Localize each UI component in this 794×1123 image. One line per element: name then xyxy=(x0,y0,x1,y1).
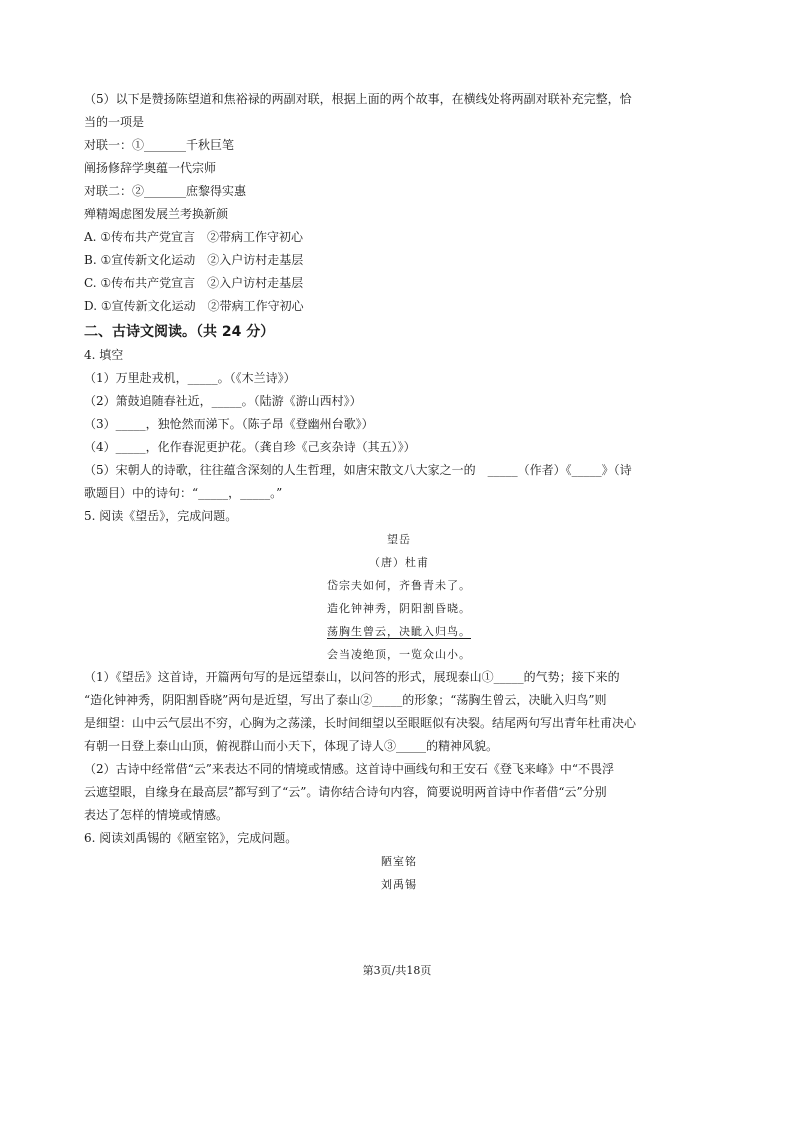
q4-item3: （3）_____，独怆然而涕下。（陈子昂《登幽州台歌》） xyxy=(84,417,374,431)
poem-title: 望岳 xyxy=(387,533,411,546)
q4-item1: （1）万里赴戎机，_____。（《木兰诗》） xyxy=(84,371,296,385)
option-c: C. ①传布共产党宣言 ②入户访村走基层 xyxy=(84,276,304,290)
poem-line-1: 岱宗夫如何，齐鲁青未了。 xyxy=(327,579,471,592)
q5-part2-line3: 表达了怎样的情境或情感。 xyxy=(84,808,229,822)
option-a: A. ①传布共产党宣言 ②带病工作守初心 xyxy=(84,230,304,244)
option-b: B. ①宣传新文化运动 ②入户访村走基层 xyxy=(84,253,304,267)
q6-title: 6. 阅读刘禹锡的《陋室铭》，完成问题。 xyxy=(84,831,298,845)
q4-item5-cont: 歌题目）中的诗句：“_____，_____。” xyxy=(84,486,283,500)
q4-item4: （4）_____，化作春泥更护花。（龚自珍《己亥杂诗（其五）》） xyxy=(84,440,416,454)
poem-line-3-wrap xyxy=(84,620,714,643)
couplet2-line1: 对联二：②_______庶黎得实惠 xyxy=(84,184,247,198)
q6-poem-title: 陋室铭 xyxy=(381,855,417,868)
q5-part1-line1: （1）《望岳》这首诗，开篇两句写的是远望泰山，以问答的形式，展现泰山①_____的气势；接下来的 xyxy=(84,670,620,684)
q4-item5: （5）宋朝人的诗歌，往往蕴含深刻的人生哲理，如唐宋散文八大家之一的 _____（作者）《_____》（诗 xyxy=(84,463,632,477)
couplet1-line1: 对联一：①_______千秋巨笔 xyxy=(84,138,235,152)
page-number: 第3页/共18页 xyxy=(362,964,432,977)
q6-poem-author: 刘禹锡 xyxy=(381,878,417,891)
q4-title: 4. 填空 xyxy=(84,348,124,362)
page-content xyxy=(84,88,714,896)
q5-part2-line2: 云遮望眼，自缘身在最高层”都写到了“云”。请你结合诗句内容，简要说明两首诗中作者借“云”分别 xyxy=(84,785,607,799)
q5-part1-line4: 有朝一日登上泰山山顶，俯视群山而小天下，体现了诗人③_____的精神风貌。 xyxy=(84,739,499,753)
poem-line-4: 会当凌绝顶，一览众山小。 xyxy=(327,648,471,661)
q5-part1-line2: “造化钟神秀，阴阳割昏晓”两句是近望，写出了泰山②_____的形象；“荡胸生曾云，决眦入归鸟”则 xyxy=(84,693,607,707)
poem-author: （唐）杜甫 xyxy=(369,556,429,569)
q5-part1-line3: 是细望：山中云气层出不穷，心胸为之荡漾，长时间细望以至眼眶似有决裂。结尾两句写出青年杜甫决心 xyxy=(84,716,637,730)
couplet1-line2: 阐扬修辞学奥蕴一代宗师 xyxy=(84,161,217,175)
q4-item2: （2）箫鼓追随春社近，_____。（陆游《游山西村》） xyxy=(84,394,362,408)
poem-line-3-underlined: 荡胸生曾云，决眦入归鸟。 xyxy=(327,625,471,638)
q3-part5-stem: （5）以下是赞扬陈望道和焦裕禄的两副对联，根据上面的两个故事，在横线处将两副对联补充完整，恰 xyxy=(84,92,632,106)
couplet2-line2: 殚精竭虑图发展兰考换新颜 xyxy=(84,207,229,221)
q3-part5-stem-cont: 当的一项是 xyxy=(84,115,145,129)
poem-line-2: 造化钟神秀，阴阳割昏晓。 xyxy=(327,602,471,615)
section2-heading: 二、古诗文阅读。（共 24 分） xyxy=(84,324,275,340)
q5-part2-line1: （2）古诗中经常借“云”来表达不同的情境或情感。这首诗中画线句和王安石《登飞来峰》中“不畏浮 xyxy=(84,762,615,776)
option-d: D. ①宣传新文化运动 ②带病工作守初心 xyxy=(84,299,304,313)
q5-title: 5. 阅读《望岳》，完成问题。 xyxy=(84,509,238,523)
